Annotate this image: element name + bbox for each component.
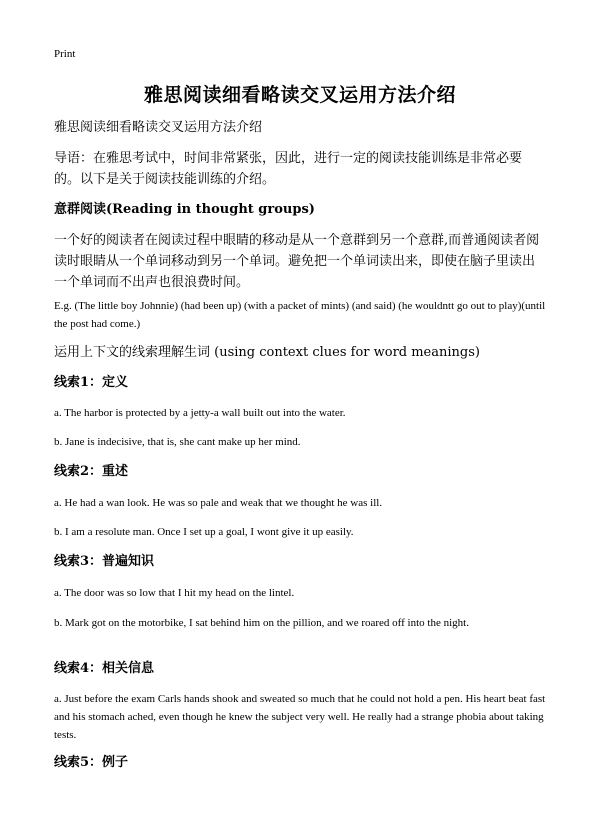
clue5-heading: 线索5：例子 [54, 755, 129, 770]
thought-groups-example: E.g. (The little boy Johnnie) (had been up) (with a packet of mints) (and said) (he wouldntt go out to play)(until the post had come.) [54, 300, 546, 330]
section-heading-thought-groups: 意群阅读(Reading in thought groups) [54, 202, 315, 217]
page-title: 雅思阅读细看略读交叉运用方法介绍 [143, 84, 456, 106]
intro-paragraph: 导语：在雅思考试中，时间非常紧张，因此，进行一定的阅读技能训练是非常必要的。以下是关于阅读技能训练的介绍。 [54, 151, 523, 187]
clue3-example-a: a. The door was so low that I hit my head on the lintel. [54, 587, 295, 599]
clue2-example-a: a. He had a wan look. He was so pale and weak that we thought he was ill. [54, 497, 383, 509]
clue1-example-a: a. The harbor is protected by a jetty-a wall built out into the water. [54, 407, 346, 419]
clue3-example-b: b. Mark got on the motorbike, I sat behind him on the pillion, and we roared off into the night. [54, 617, 469, 629]
subtitle: 雅思阅读细看略读交叉运用方法介绍 [54, 120, 263, 135]
clue4-heading: 线索4：相关信息 [54, 661, 155, 676]
clue2-heading: 线索2：重述 [54, 464, 129, 479]
clue2-example-b: b. I am a resolute man. Once I set up a goal, I wont give it up easily. [54, 526, 354, 538]
clue4-example-a: a. Just before the exam Carls hands shook and sweated so much that he could not hold a pen. His heart beat fast and his stomach ached, even though he knew the subject very well. He really had a strange phobia about taking tests. [54, 693, 546, 741]
clue3-heading: 线索3：普遍知识 [54, 554, 155, 569]
clue1-heading: 线索1：定义 [54, 375, 129, 390]
thought-groups-paragraph: 一个好的阅读者在阅读过程中眼睛的移动是从一个意群到另一个意群,而普通阅读者阅读时眼睛从一个单词移动到另一个单词。避免把一个单词读出来，即使在脑子里读出一个单词而不出声也很浪费时间。 [54, 233, 540, 290]
section-heading-context-clues: 运用上下文的线索理解生词 (using context clues for word meanings) [54, 345, 480, 360]
clue1-example-b: b. Jane is indecisive, that is, she cant make up her mind. [54, 436, 301, 448]
print-label: Print [54, 48, 76, 60]
